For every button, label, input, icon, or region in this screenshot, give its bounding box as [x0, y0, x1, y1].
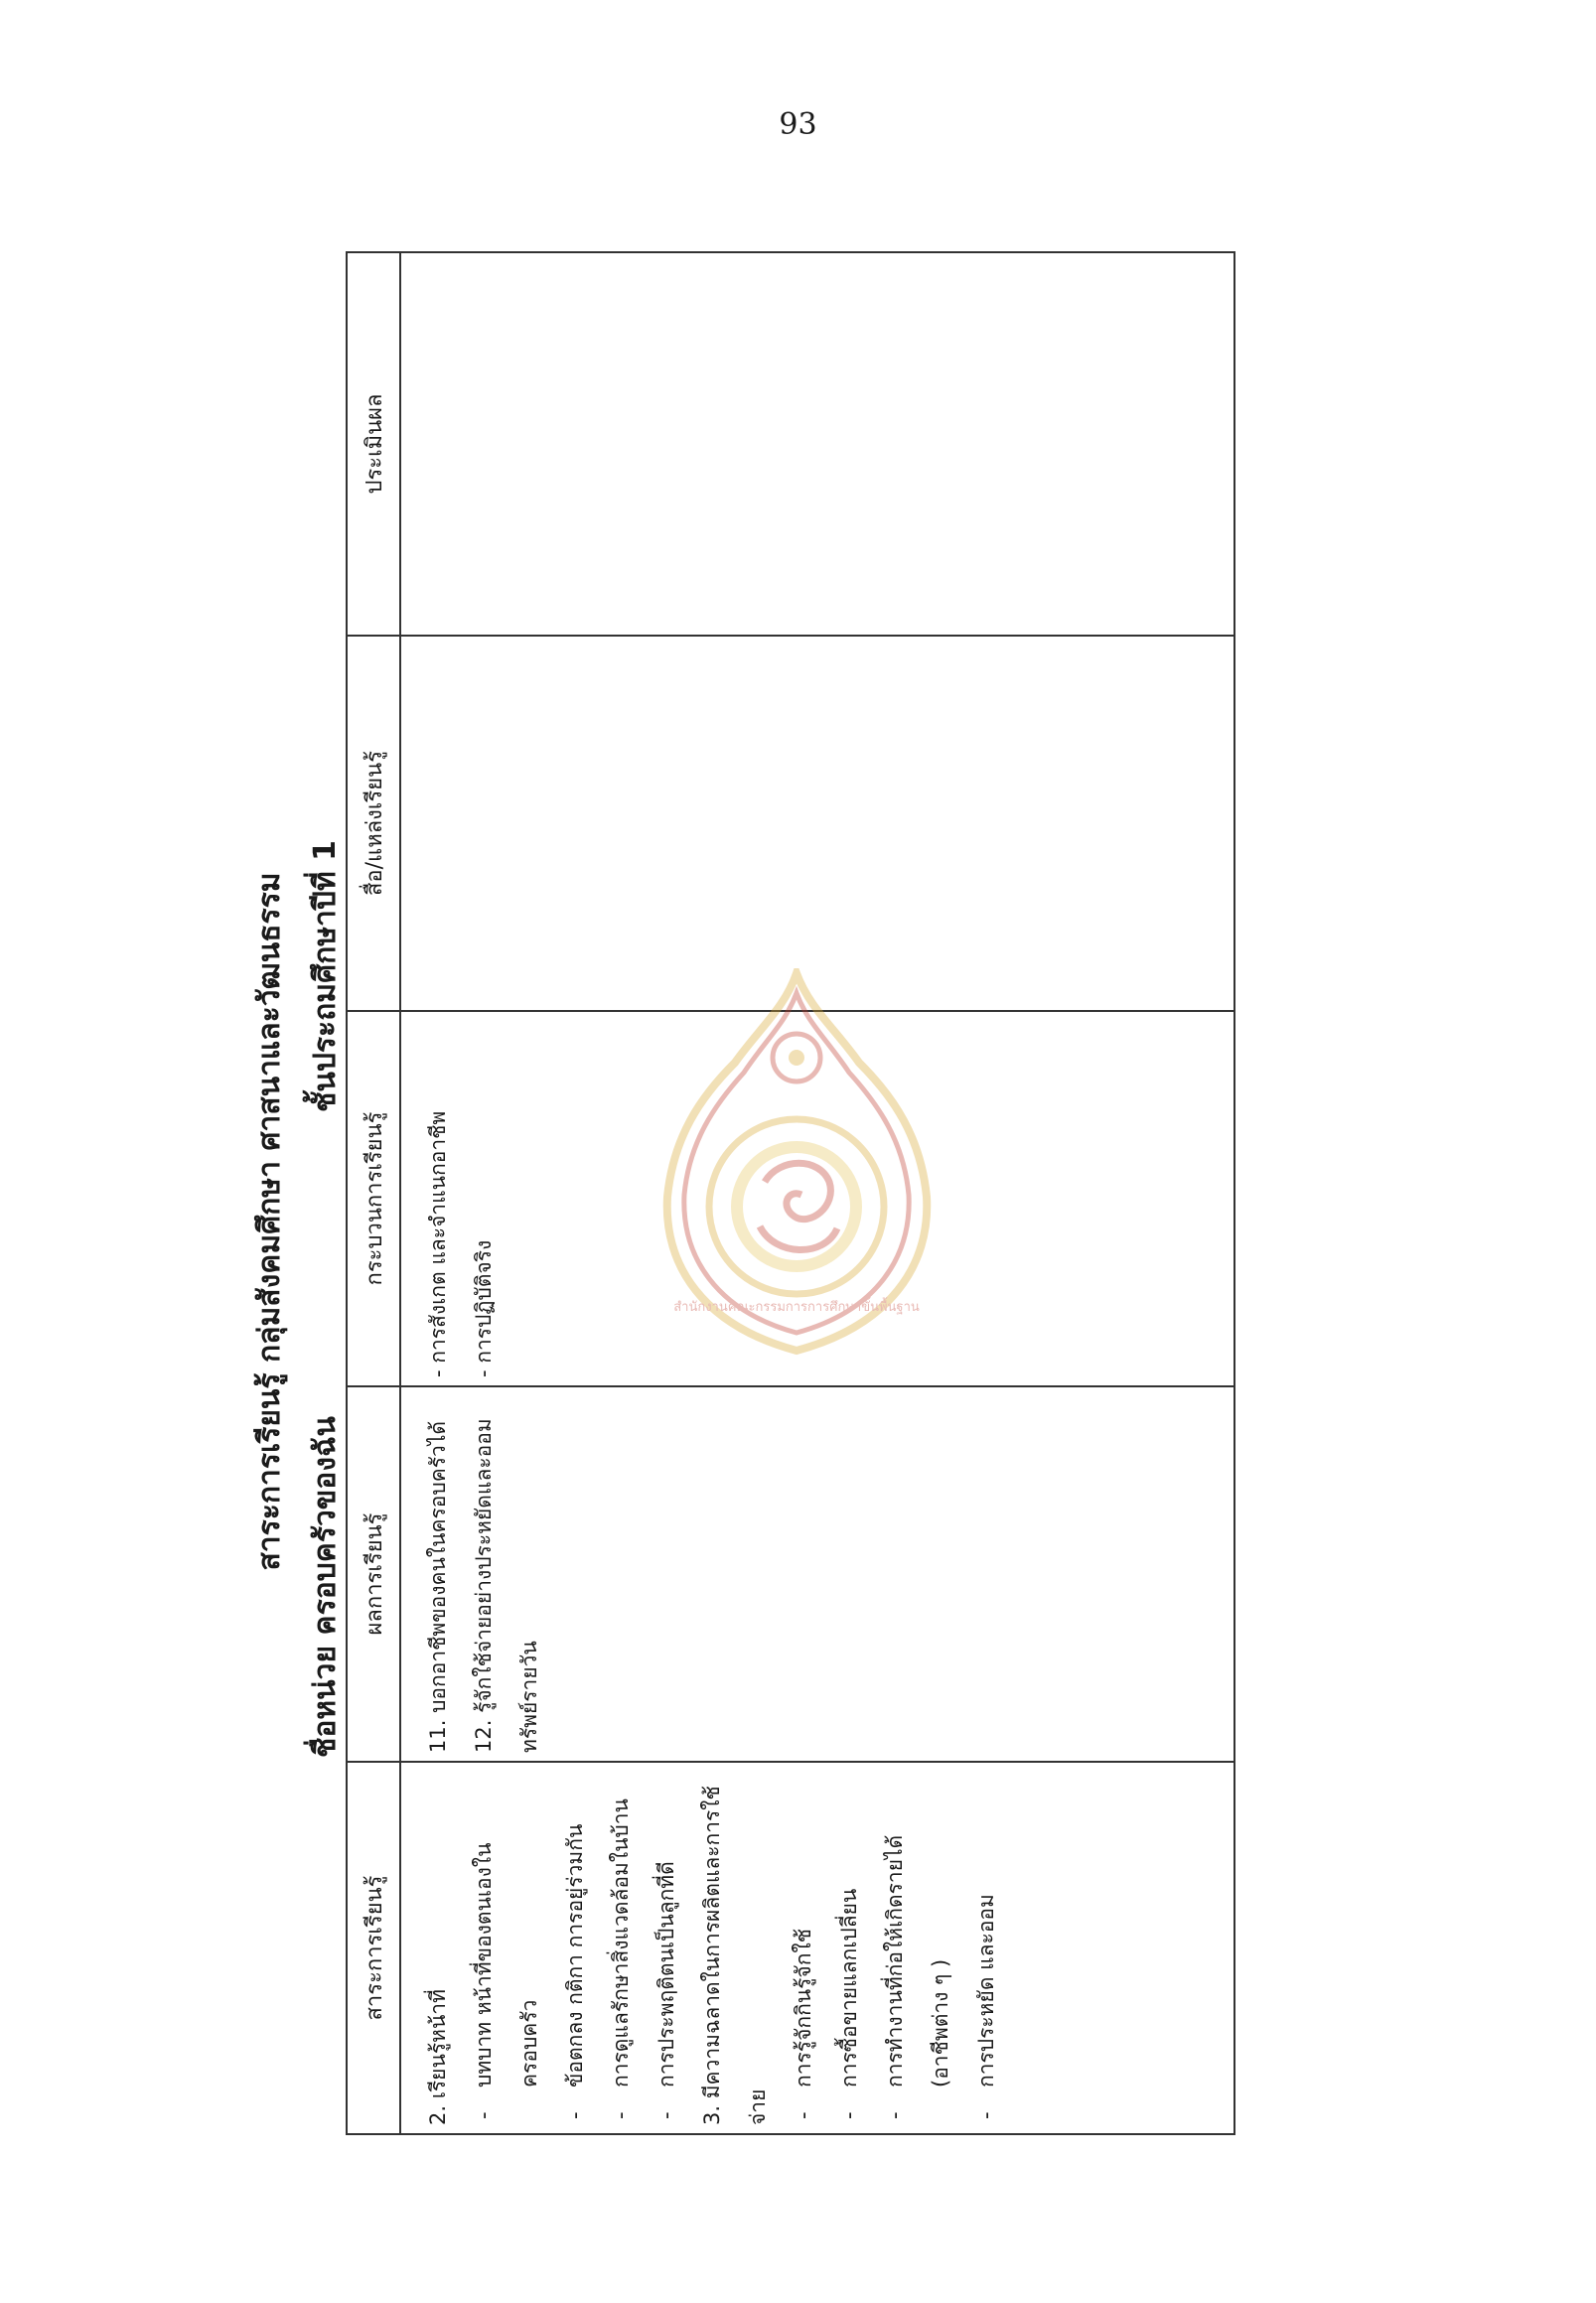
grade-level: ชั้นประถมศึกษาปีที่ 1 — [308, 839, 343, 1112]
process-item: - การปฏิบัติจริง — [472, 1239, 496, 1377]
outcome-item: 12. รู้จักใช้จ่ายอย่างประหยัดและออมทรัพย์รายวัน — [472, 1418, 541, 1753]
outcomes-cell — [400, 1386, 1234, 1762]
table-header-row — [347, 252, 400, 2134]
page-title: สาระการเรียนรู้ กลุ่มสังคมศึกษา ศาสนาและวัฒนธรรม — [252, 872, 287, 1571]
list-item: - การรู้จักกินรู้จักใช้ — [792, 1929, 815, 2119]
evaluation-cell — [400, 252, 1234, 636]
topic-3-heading: 3. มีความฉลาดในการผลิตและการใช้จ่าย — [700, 1786, 770, 2125]
emblem-monogram — [760, 1163, 837, 1249]
list-item: - บทบาท หน้าที่ของตนเองในครอบครัว — [472, 1842, 541, 2119]
content-cell — [400, 1762, 1234, 2134]
topic-2-heading: 2. เรียนรู้หน้าที่ — [426, 1989, 450, 2125]
list-item: - การประหยัด และออม — [974, 1894, 998, 2119]
header-process: กระบวนการเรียนรู้ — [347, 1011, 400, 1386]
process-item: - การสังเกต และจำแนกอาชีพ — [426, 1110, 450, 1377]
header-media: สื่อ/แหล่งเรียนรู้ — [347, 636, 400, 1011]
obec-emblem-watermark — [660, 968, 934, 1356]
media-cell — [400, 636, 1234, 1011]
list-item: - ข้อตกลง กติกา การอยู่ร่วมกัน — [563, 1823, 587, 2119]
outcome-item: 11. บอกอาชีพของคนในครอบครัวได้ — [426, 1420, 450, 1753]
header-evaluation: ประเมินผล — [347, 252, 400, 636]
list-item: - การซื้อขายแลกเปลี่ยน — [837, 1888, 861, 2119]
header-content: สาระการเรียนรู้ — [347, 1762, 400, 2134]
list-item: - การประพฤติตนเป็นลูกที่ดี — [654, 1861, 678, 2119]
emblem-ring-text: สำนักงานคณะกรรมการการศึกษาขั้นพื้นฐาน — [673, 1300, 920, 1315]
list-item: - การดูแลรักษาสิ่งแวดล้อมในบ้าน — [609, 1799, 633, 2119]
unit-name: ชื่อหน่วย ครอบครัวของฉัน — [308, 1416, 343, 1758]
page-number: 93 — [779, 107, 817, 142]
header-outcomes: ผลการเรียนรู้ — [347, 1386, 400, 1762]
list-item: - การทำงานที่ก่อให้เกิดรายได้ (อาชีพต่าง ๆ ) — [883, 1834, 952, 2119]
